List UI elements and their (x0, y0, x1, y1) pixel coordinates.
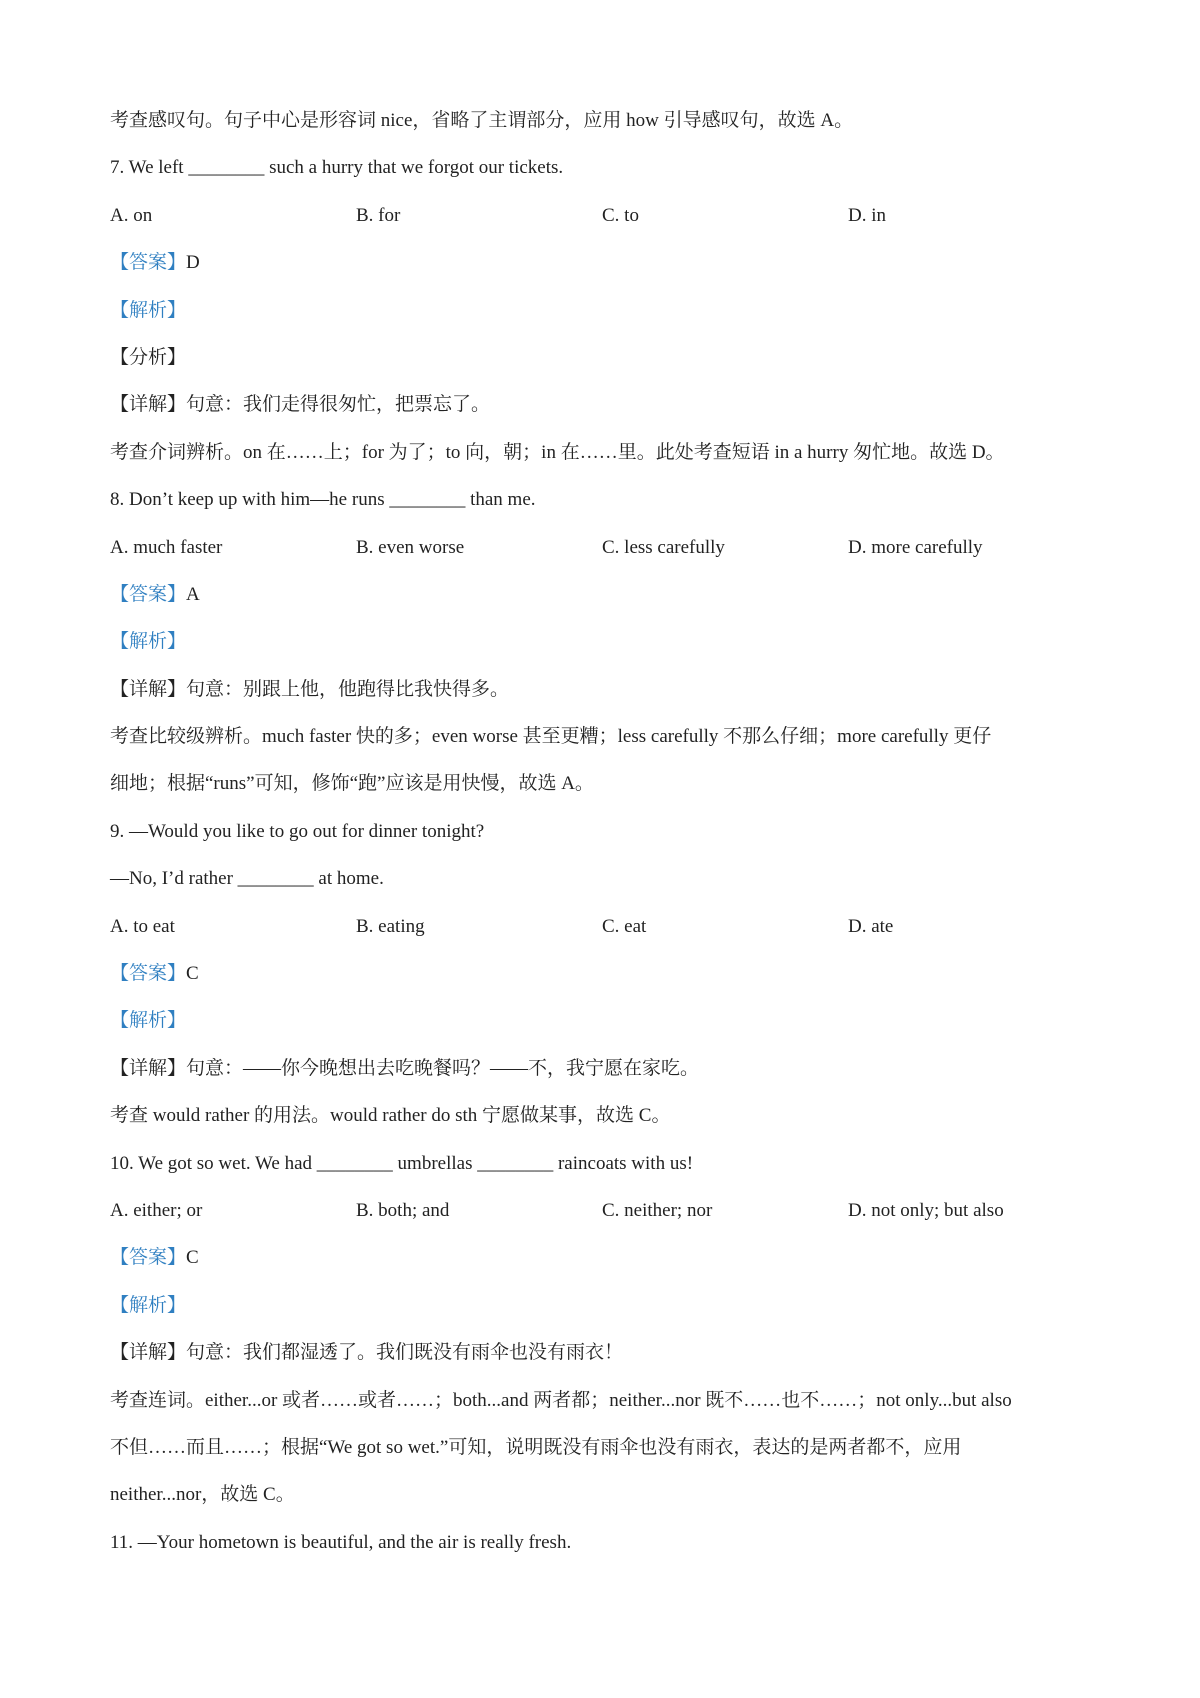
section-tag: 【详解】 (110, 1057, 187, 1079)
answer-line (110, 287, 1110, 334)
text-line: 细地；根据“runs”可知，修饰“跑”应该是用快慢，故选 A。 (110, 773, 594, 795)
option-item: D. ate (848, 915, 894, 937)
option-item: C. to (602, 204, 639, 226)
detail-line (110, 1329, 1110, 1376)
text-line: 考查比较级辨析。much faster 快的多；even worse 甚至更糟；less carefully 不那么仔细；more carefully 更仔 (110, 726, 992, 748)
answer-options (110, 524, 1110, 571)
section-text: 句意：我们走得很匆忙，把票忘了。 (186, 394, 491, 416)
answer-line (110, 997, 1110, 1044)
section-tag: 【解析】 (110, 299, 187, 321)
option-item: D. in (848, 204, 886, 226)
section-tag: 【解析】 (110, 1294, 187, 1316)
option-item: A. on (110, 204, 153, 226)
section-text: C (186, 1247, 199, 1269)
section-text: 句意：别跟上他，他跑得比我快得多。 (186, 678, 510, 700)
section-tag: 【详解】 (110, 394, 187, 416)
answer-line (110, 1234, 1110, 1281)
section-tag: 【答案】 (110, 583, 187, 605)
answer-options (110, 192, 1110, 239)
document-page (110, 97, 1110, 1566)
answer-options (110, 1187, 1110, 1234)
answer-line (110, 571, 1110, 618)
text-line: 考查感叹句。句子中心是形容词 nice，省略了主谓部分，应用 how 引导感叹句，故选 A。 (110, 110, 854, 131)
text-line: 7. We left ________ such a hurry that we forgot our tickets. (110, 157, 564, 179)
text-line: 不但……而且……；根据“We got so wet.”可知，说明既没有雨伞也没有雨衣，表达的是两者都不，应用 (110, 1436, 962, 1458)
text-line: 考查 would rather 的用法。would rather do sth 宁愿做某事，故选 C。 (110, 1105, 671, 1127)
option-item: A. much faster (110, 536, 223, 558)
text-line: neither...nor，故选 C。 (110, 1484, 295, 1506)
text-line: 8. Don’t keep up with him—he runs ________ than me. (110, 489, 536, 511)
section-tag: 【答案】 (110, 963, 187, 985)
section-tag: 【答案】 (110, 1247, 187, 1269)
section-text: D (186, 252, 200, 274)
option-item: B. even worse (356, 536, 465, 558)
answer-line (110, 618, 1110, 665)
option-item: C. neither; nor (602, 1199, 713, 1221)
section-tag: 【解析】 (110, 631, 187, 653)
option-item: B. for (356, 204, 401, 226)
answer-options (110, 903, 1110, 950)
section-text: 句意：——你今晚想出去吃晚餐吗？——不，我宁愿在家吃。 (186, 1057, 700, 1079)
option-item: C. less carefully (602, 536, 725, 558)
section-tag: 【详解】 (110, 1342, 187, 1364)
section-tag: 【详解】 (110, 678, 187, 700)
text-line: 考查连词。either...or 或者……或者……；both...and 两者都；neither...nor 既不……也不……；not only...but also (110, 1389, 1012, 1411)
section-tag: 【分析】 (110, 346, 187, 368)
option-item: D. more carefully (848, 536, 983, 558)
answer-line (110, 239, 1110, 286)
section-tag: 【解析】 (110, 1010, 187, 1032)
section-tag: 【答案】 (110, 252, 187, 274)
option-item: A. either; or (110, 1199, 203, 1221)
detail-line (110, 334, 1110, 381)
option-item: A. to eat (110, 915, 175, 937)
section-text: C (186, 963, 199, 985)
answer-line (110, 1282, 1110, 1329)
detail-line (110, 1045, 1110, 1092)
section-text: 句意：我们都湿透了。我们既没有雨伞也没有雨衣！ (186, 1342, 624, 1364)
section-text: A (186, 583, 200, 605)
text-line: —No, I’d rather ________ at home. (110, 868, 384, 890)
option-item: C. eat (602, 915, 647, 937)
text-line: 考查介词辨析。on 在……上；for 为了；to 向，朝；in 在……里。此处考查短语 in a hurry 匆忙地。故选 D。 (110, 441, 1005, 463)
detail-line (110, 666, 1110, 713)
option-item: D. not only; but also (848, 1199, 1004, 1221)
text-line: 9. —Would you like to go out for dinner tonight? (110, 820, 485, 842)
answer-line (110, 950, 1110, 997)
text-line: 10. We got so wet. We had ________ umbrellas ________ raincoats with us! (110, 1152, 694, 1174)
option-item: B. both; and (356, 1199, 450, 1221)
option-item: B. eating (356, 915, 425, 937)
text-line: 11. —Your hometown is beautiful, and the air is really fresh. (110, 1531, 572, 1553)
detail-line (110, 381, 1110, 428)
